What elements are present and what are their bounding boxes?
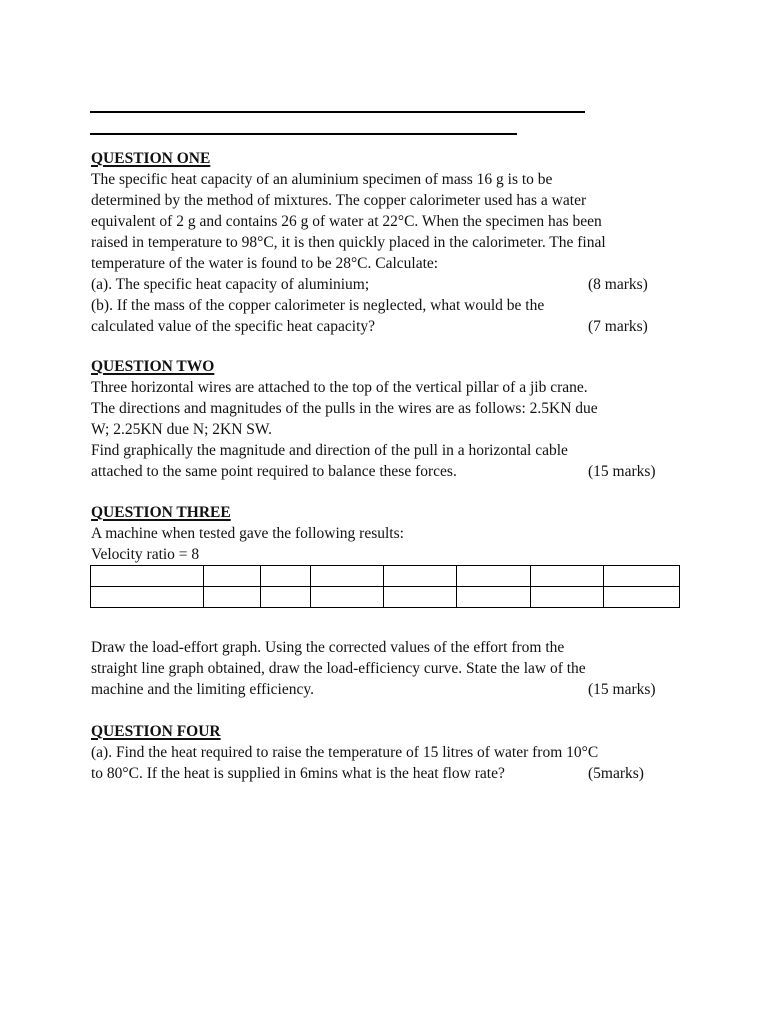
table-cell — [261, 587, 311, 608]
table-cell — [604, 566, 680, 587]
question-heading: QUESTION THREE — [91, 504, 231, 521]
question-text-line: W; 2.25KN due N; 2KN SW. — [91, 421, 272, 438]
question-text-line: determined by the method of mixtures. The copper calorimeter used has a water — [91, 192, 587, 209]
table-cell — [311, 566, 384, 587]
table-cell — [91, 566, 204, 587]
marks-label: (15 marks) — [588, 463, 656, 480]
question-four — [91, 721, 681, 784]
question-text-line: Find graphically the magnitude and direction of the pull in a horizontal cable — [91, 442, 568, 459]
question-heading: QUESTION FOUR — [91, 723, 221, 740]
question-text-line: Draw the load-effort graph. Using the corrected values of the effort from the — [91, 639, 565, 656]
velocity-ratio: Velocity ratio = 8 — [91, 546, 200, 563]
question-part-b: (b). If the mass of the copper calorimeter is neglected, what would be the — [91, 297, 545, 314]
question-two — [91, 356, 681, 482]
blank-answer-line — [90, 111, 585, 113]
question-heading: QUESTION ONE — [91, 150, 211, 167]
question-text-line: A machine when tested gave the following results: — [91, 525, 404, 542]
table-cell — [531, 587, 604, 608]
table-cell — [91, 587, 204, 608]
table-cell — [261, 566, 311, 587]
question-three — [91, 502, 681, 565]
table-cell — [204, 566, 261, 587]
table-row — [91, 566, 680, 587]
marks-label: (15 marks) — [588, 681, 656, 698]
question-text-line: Three horizontal wires are attached to the top of the vertical pillar of a jib crane. — [91, 379, 588, 396]
part-text: attached to the same point required to balance these forces. — [91, 463, 457, 480]
marks-label: (5marks) — [588, 765, 644, 782]
question-text-line: equivalent of 2 g and contains 26 g of water at 22°C. When the specimen has been — [91, 213, 602, 230]
table-cell — [457, 587, 531, 608]
blank-answer-line — [90, 133, 517, 135]
question-heading: QUESTION TWO — [91, 358, 215, 375]
question-part-a — [91, 274, 681, 295]
question-text-line — [91, 679, 681, 700]
question-part-a-continued — [91, 763, 681, 784]
question-text-line: The directions and magnitudes of the pulls in the wires are as follows: 2.5KN due — [91, 400, 598, 417]
table-cell — [384, 587, 457, 608]
question-text-line — [91, 461, 681, 482]
table-row — [91, 587, 680, 608]
part-text: to 80°C. If the heat is supplied in 6mins what is the heat flow rate? — [91, 765, 505, 782]
results-table — [90, 565, 680, 608]
marks-label: (8 marks) — [588, 276, 648, 293]
question-part-b-continued — [91, 316, 681, 337]
question-text-line: straight line graph obtained, draw the load-efficiency curve. State the law of the — [91, 660, 586, 677]
marks-label: (7 marks) — [588, 318, 648, 335]
question-text-line: The specific heat capacity of an aluminium specimen of mass 16 g is to be — [91, 171, 553, 188]
table-cell — [604, 587, 680, 608]
question-part-a: (a). Find the heat required to raise the temperature of 15 litres of water from 10°C — [91, 744, 599, 761]
question-text-line: raised in temperature to 98°C, it is then quickly placed in the calorimeter. The final — [91, 234, 606, 251]
question-three-continued — [91, 637, 681, 700]
table-cell — [457, 566, 531, 587]
results-table-body — [91, 566, 680, 608]
part-text: calculated value of the specific heat capacity? — [91, 318, 376, 335]
part-text: machine and the limiting efficiency. — [91, 681, 314, 698]
table-cell — [384, 566, 457, 587]
table-cell — [311, 587, 384, 608]
table-cell — [531, 566, 604, 587]
part-text: (a). The specific heat capacity of aluminium; — [91, 276, 370, 293]
question-text-line: temperature of the water is found to be 28°C. Calculate: — [91, 255, 439, 272]
question-one — [91, 148, 681, 337]
table-cell — [204, 587, 261, 608]
